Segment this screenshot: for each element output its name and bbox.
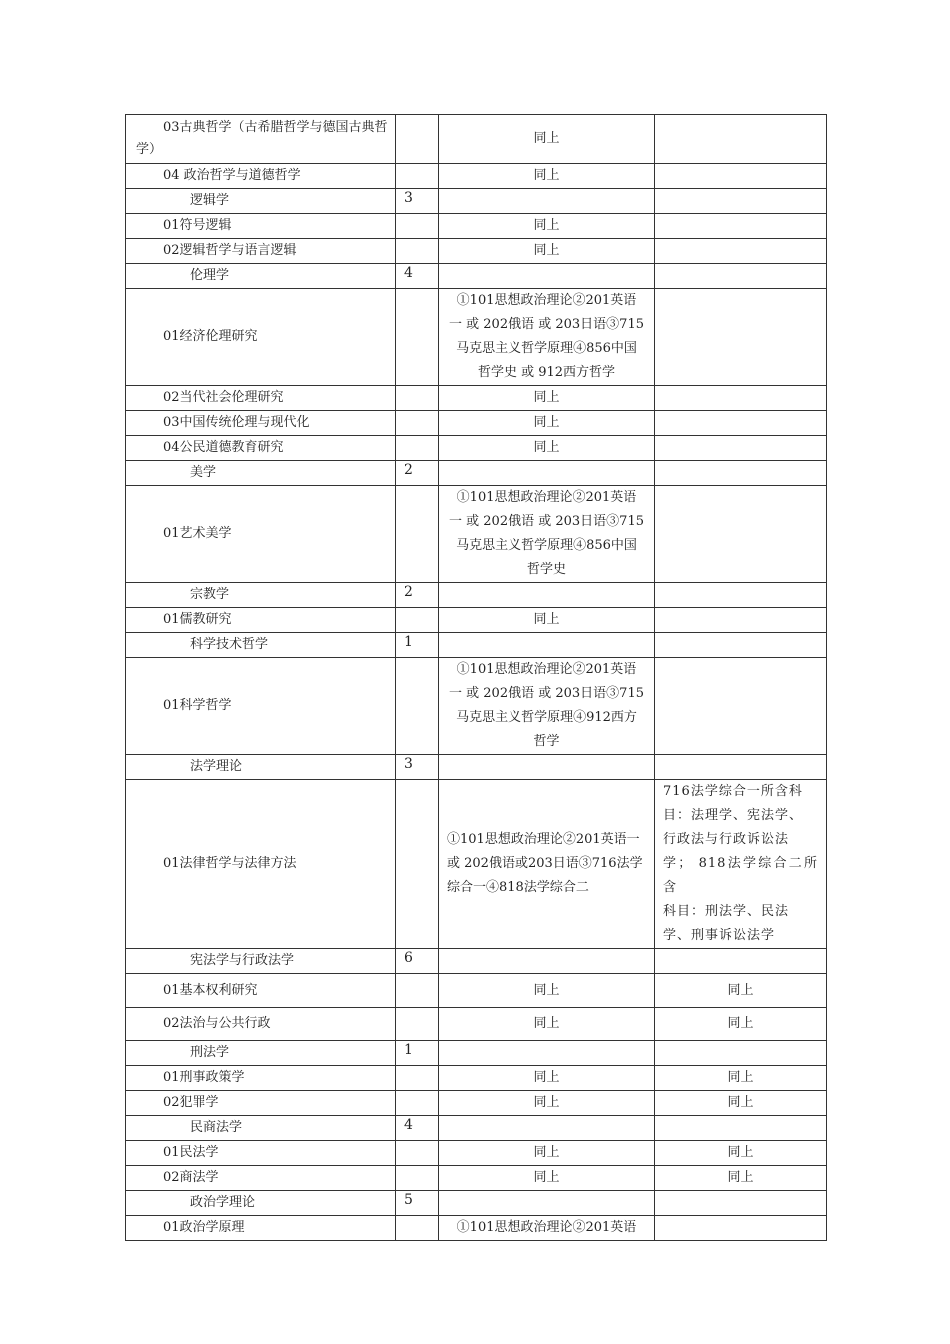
enrollment-count: 6 — [396, 949, 439, 974]
exam-subjects — [439, 608, 655, 633]
direction-row — [126, 214, 827, 239]
program-table-body — [126, 115, 827, 1241]
exam-subjects — [439, 1091, 655, 1116]
direction-row — [126, 115, 827, 164]
exam-subjects — [439, 386, 655, 411]
direction-name: 03古典哲学（古希腊哲学与德国古典哲学） — [126, 115, 396, 164]
remarks — [655, 386, 827, 411]
remarks — [655, 461, 827, 486]
exam-subjects — [439, 780, 655, 949]
enrollment-count — [396, 214, 439, 239]
direction-name: 01基本权利研究 — [126, 974, 396, 1008]
remarks — [655, 1141, 827, 1166]
exam-subjects — [439, 164, 655, 189]
enrollment-count: 5 — [396, 1191, 439, 1216]
remark-line: 同上 — [727, 1095, 754, 1110]
direction-row — [126, 486, 827, 583]
direction-name: 01艺术美学 — [126, 486, 396, 583]
exam-subject-line: 一 或 202俄语 或 203日语③715 — [449, 514, 644, 529]
exam-subject-line: ①101思想政治理论②201英语 — [456, 1220, 637, 1235]
discipline-row — [126, 264, 827, 289]
remarks — [655, 1091, 827, 1116]
direction-row — [126, 1091, 827, 1116]
exam-subject-line: 同上 — [533, 243, 560, 258]
direction-name: 02法治与公共行政 — [126, 1008, 396, 1041]
enrollment-count — [396, 486, 439, 583]
direction-name: 03中国传统伦理与现代化 — [126, 411, 396, 436]
discipline-name: 政治学理论 — [126, 1191, 396, 1216]
exam-subject-line: 马克思主义哲学原理④856中国 — [456, 538, 637, 553]
exam-subjects — [439, 411, 655, 436]
enrollment-count — [396, 1066, 439, 1091]
enrollment-count — [396, 780, 439, 949]
remarks — [655, 411, 827, 436]
direction-row — [126, 608, 827, 633]
direction-name: 01刑事政策学 — [126, 1066, 396, 1091]
remark-line: 学、刑事诉讼法学 — [663, 928, 776, 943]
enrollment-count: 4 — [396, 1116, 439, 1141]
direction-name: 01政治学原理 — [126, 1216, 396, 1241]
exam-subjects — [439, 1216, 655, 1241]
program-table — [125, 114, 827, 1241]
exam-subject-line: 同上 — [533, 1145, 560, 1160]
remarks — [655, 164, 827, 189]
exam-subject-line: 哲学 — [533, 734, 560, 749]
exam-subjects — [439, 486, 655, 583]
exam-subjects — [439, 214, 655, 239]
exam-subject-line: 同上 — [533, 168, 560, 183]
enrollment-count — [396, 658, 439, 755]
direction-name: 02当代社会伦理研究 — [126, 386, 396, 411]
exam-subject-line: 同上 — [533, 1016, 560, 1031]
enrollment-count — [396, 115, 439, 164]
exam-subject-line: 同上 — [533, 415, 560, 430]
remarks — [655, 1008, 827, 1041]
exam-subject-line: 同上 — [533, 1095, 560, 1110]
discipline-row — [126, 461, 827, 486]
discipline-row — [126, 1041, 827, 1066]
exam-subject-line: 或 202俄语或203日语③716法学 — [447, 856, 643, 871]
exam-subject-line: 马克思主义哲学原理④856中国 — [456, 341, 637, 356]
direction-name: 01民法学 — [126, 1141, 396, 1166]
exam-subjects — [439, 289, 655, 386]
enrollment-count — [396, 1091, 439, 1116]
discipline-name: 宪法学与行政法学 — [126, 949, 396, 974]
exam-subject-line: 同上 — [533, 982, 560, 998]
exam-subject-line: 马克思主义哲学原理④912西方 — [456, 710, 637, 725]
remarks — [655, 1216, 827, 1241]
exam-subjects — [439, 1116, 655, 1141]
remarks — [655, 436, 827, 461]
remark-line: 同上 — [727, 1170, 754, 1185]
exam-subjects — [439, 461, 655, 486]
exam-subjects — [439, 755, 655, 780]
direction-name: 04 政治哲学与道德哲学 — [126, 164, 396, 189]
exam-subject-line: ①101思想政治理论②201英语 — [456, 293, 637, 308]
discipline-name: 法学理论 — [126, 755, 396, 780]
remark-line: 科目：刑法学、民法 — [663, 904, 790, 919]
direction-row — [126, 164, 827, 189]
enrollment-count — [396, 974, 439, 1008]
exam-subject-line: ①101思想政治理论②201英语 — [456, 490, 637, 505]
direction-row — [126, 1141, 827, 1166]
exam-subject-line: 同上 — [533, 612, 560, 627]
exam-subjects — [439, 1191, 655, 1216]
remarks — [655, 1116, 827, 1141]
remark-line: 同上 — [727, 1070, 754, 1085]
enrollment-count — [396, 608, 439, 633]
exam-subject-line: 哲学史 或 912西方哲学 — [477, 365, 616, 380]
remark-line: 716法学综合一所含科 — [663, 784, 803, 799]
exam-subject-line: 同上 — [533, 218, 560, 233]
discipline-name: 美学 — [126, 461, 396, 486]
direction-row — [126, 411, 827, 436]
remarks — [655, 486, 827, 583]
exam-subjects — [439, 1008, 655, 1041]
exam-subjects — [439, 1041, 655, 1066]
direction-name: 02逻辑哲学与语言逻辑 — [126, 239, 396, 264]
enrollment-count: 1 — [396, 633, 439, 658]
enrollment-count — [396, 411, 439, 436]
remarks — [655, 633, 827, 658]
exam-subjects — [439, 1166, 655, 1191]
remarks — [655, 755, 827, 780]
discipline-row — [126, 1191, 827, 1216]
remark-line: 学； 818法学综合二所含 — [663, 856, 818, 895]
direction-name: 01符号逻辑 — [126, 214, 396, 239]
exam-subject-line: 一 或 202俄语 或 203日语③715 — [449, 686, 644, 701]
exam-subjects — [439, 583, 655, 608]
enrollment-count — [396, 1141, 439, 1166]
exam-subject-line: 同上 — [533, 440, 560, 455]
exam-subjects — [439, 1066, 655, 1091]
remarks — [655, 264, 827, 289]
enrollment-count: 2 — [396, 461, 439, 486]
exam-subject-line: 同上 — [533, 1070, 560, 1085]
discipline-name: 伦理学 — [126, 264, 396, 289]
exam-subject-line: 同上 — [533, 131, 560, 146]
direction-name: 01法律哲学与法律方法 — [126, 780, 396, 949]
remarks — [655, 239, 827, 264]
remark-line: 同上 — [727, 1145, 754, 1160]
exam-subject-line: 哲学史 — [526, 562, 566, 577]
enrollment-count: 4 — [396, 264, 439, 289]
direction-name: 01经济伦理研究 — [126, 289, 396, 386]
remarks — [655, 974, 827, 1008]
exam-subjects — [439, 1141, 655, 1166]
enrollment-count — [396, 386, 439, 411]
remark-line: 行政法与行政诉讼法 — [663, 832, 790, 847]
direction-row — [126, 1066, 827, 1091]
discipline-name: 民商法学 — [126, 1116, 396, 1141]
exam-subjects — [439, 264, 655, 289]
exam-subject-line: ①101思想政治理论②201英语 — [456, 662, 637, 677]
exam-subjects — [439, 189, 655, 214]
direction-row — [126, 658, 827, 755]
remarks — [655, 949, 827, 974]
direction-row — [126, 1216, 827, 1241]
discipline-row — [126, 633, 827, 658]
remarks — [655, 583, 827, 608]
discipline-name: 刑法学 — [126, 1041, 396, 1066]
exam-subject-line: 一 或 202俄语 或 203日语③715 — [449, 317, 644, 332]
enrollment-count — [396, 1216, 439, 1241]
enrollment-count — [396, 239, 439, 264]
remarks — [655, 214, 827, 239]
exam-subject-line: 同上 — [533, 390, 560, 405]
discipline-name: 宗教学 — [126, 583, 396, 608]
direction-name: 02犯罪学 — [126, 1091, 396, 1116]
discipline-row — [126, 1116, 827, 1141]
enrollment-count — [396, 1166, 439, 1191]
exam-subjects — [439, 658, 655, 755]
exam-subjects — [439, 239, 655, 264]
remarks — [655, 115, 827, 164]
exam-subject-line: 综合一④818法学综合二 — [447, 880, 589, 895]
exam-subject-line: ①101思想政治理论②201英语一 — [447, 832, 640, 847]
remark-line: 目：法理学、宪法学、 — [663, 808, 804, 823]
exam-subjects — [439, 633, 655, 658]
enrollment-count — [396, 289, 439, 386]
direction-row — [126, 780, 827, 949]
direction-row — [126, 239, 827, 264]
exam-subjects — [439, 974, 655, 1008]
remark-line: 同上 — [727, 982, 754, 998]
exam-subjects — [439, 949, 655, 974]
remarks — [655, 1066, 827, 1091]
enrollment-count: 3 — [396, 189, 439, 214]
remarks — [655, 1191, 827, 1216]
enrollment-count — [396, 436, 439, 461]
direction-name: 02商法学 — [126, 1166, 396, 1191]
direction-row — [126, 1166, 827, 1191]
remarks — [655, 658, 827, 755]
enrollment-count — [396, 164, 439, 189]
enrollment-count: 1 — [396, 1041, 439, 1066]
discipline-row — [126, 583, 827, 608]
discipline-row — [126, 189, 827, 214]
direction-row — [126, 974, 827, 1008]
remarks — [655, 1041, 827, 1066]
discipline-name: 科学技术哲学 — [126, 633, 396, 658]
remarks — [655, 608, 827, 633]
direction-row — [126, 289, 827, 386]
direction-name: 01儒教研究 — [126, 608, 396, 633]
direction-row — [126, 1008, 827, 1041]
direction-row — [126, 436, 827, 461]
discipline-row — [126, 755, 827, 780]
enrollment-count — [396, 1008, 439, 1041]
exam-subjects — [439, 115, 655, 164]
remarks — [655, 1166, 827, 1191]
remarks — [655, 189, 827, 214]
remarks — [655, 780, 827, 949]
direction-row — [126, 386, 827, 411]
discipline-row — [126, 949, 827, 974]
remarks — [655, 289, 827, 386]
admissions-table-page — [125, 114, 826, 1241]
remark-line: 同上 — [727, 1016, 754, 1031]
direction-name: 01科学哲学 — [126, 658, 396, 755]
discipline-name: 逻辑学 — [126, 189, 396, 214]
enrollment-count: 2 — [396, 583, 439, 608]
enrollment-count: 3 — [396, 755, 439, 780]
exam-subject-line: 同上 — [533, 1170, 560, 1185]
exam-subjects — [439, 436, 655, 461]
direction-name: 04公民道德教育研究 — [126, 436, 396, 461]
